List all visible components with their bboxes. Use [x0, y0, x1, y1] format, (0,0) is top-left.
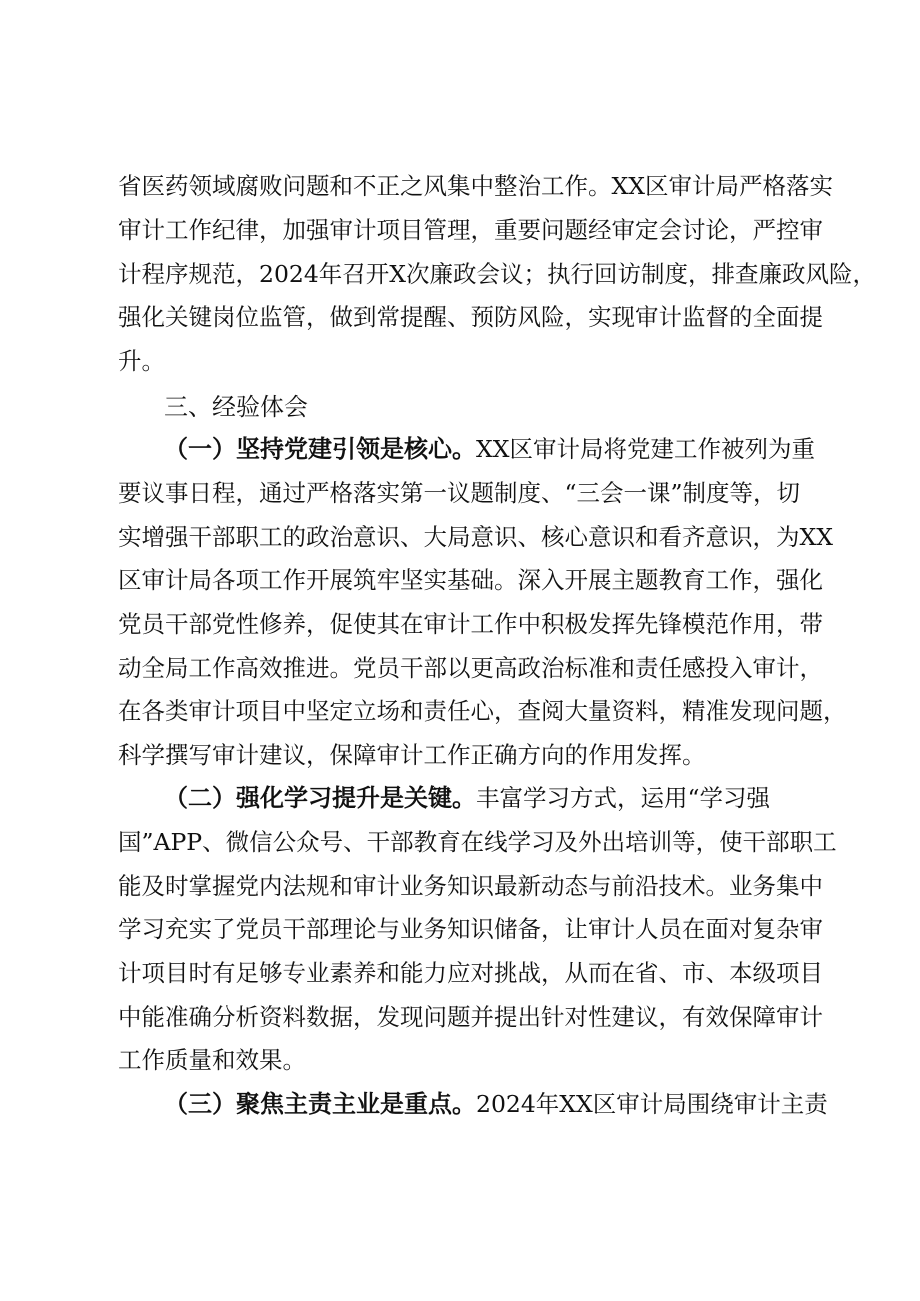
item-title: （二）强化学习提升是关键。	[164, 784, 476, 812]
paragraph-line: 科学撰写审计建议，保障审计工作正确方向的作用发挥。	[118, 741, 706, 769]
paragraph-line: 省医药领域腐败问题和不正之风集中整治工作。XX区审计局严格落实	[118, 172, 833, 200]
item-text: 2024年XX区审计局围绕审计主责	[476, 1090, 828, 1118]
item-first-line	[164, 779, 912, 817]
paragraph-line: 计项目时有足够专业素养和能力应对挑战，从而在省、市、本级项目	[118, 959, 823, 987]
paragraph-line: 在各类审计项目中坚定立场和责任心，查阅大量资料，精准发现问题，	[118, 697, 847, 725]
paragraph-line: 强化关键岗位监管，做到常提醒、预防风险，实现审计监督的全面提	[118, 303, 823, 331]
paragraph-line: 工作质量和效果。	[118, 1046, 306, 1074]
item-title: （一）坚持党建引领是核心。	[164, 435, 476, 463]
item-text: 丰富学习方式，运用“学习强	[476, 784, 771, 812]
item-text: XX区审计局将党建工作被列为重	[476, 435, 815, 463]
paragraph-line: 党员干部党性修养，促使其在审计工作中积极发挥先锋模范作用，带	[118, 610, 823, 638]
paragraph-line: 计程序规范，2024年召开X次廉政会议；执行回访制度，排查廉政风险，	[118, 260, 877, 288]
section-heading: 三、经验体会	[164, 393, 308, 421]
paragraph-line: 升。	[118, 347, 165, 375]
item-title: （三）聚焦主责主业是重点。	[164, 1090, 476, 1118]
paragraph-line: 学习充实了党员干部理论与业务知识储备，让审计人员在面对复杂审	[118, 915, 823, 943]
item-first-line	[164, 1085, 912, 1123]
paragraph-line: 要议事日程，通过严格落实第一议题制度、“三会一课”制度等，切	[118, 479, 801, 507]
paragraph-line: 审计工作纪律，加强审计项目管理，重要问题经审定会讨论，严控审	[118, 216, 823, 244]
paragraph-line: 实增强干部职工的政治意识、大局意识、核心意识和看齐意识，为XX	[118, 523, 833, 551]
paragraph-line: 中能准确分析资料数据，发现问题并提出针对性建议，有效保障审计	[118, 1003, 823, 1031]
paragraph-line: 国”APP、微信公众号、干部教育在线学习及外出培训等，使干部职工	[118, 828, 837, 856]
paragraph-line: 区审计局各项工作开展筑牢坚实基础。深入开展主题教育工作，强化	[118, 566, 823, 594]
paragraph-line: 能及时掌握党内法规和审计业务知识最新动态与前沿技术。业务集中	[118, 872, 823, 900]
item-first-line	[164, 430, 912, 468]
paragraph-line: 动全局工作高效推进。党员干部以更高政治标准和责任感投入审计，	[118, 654, 823, 682]
